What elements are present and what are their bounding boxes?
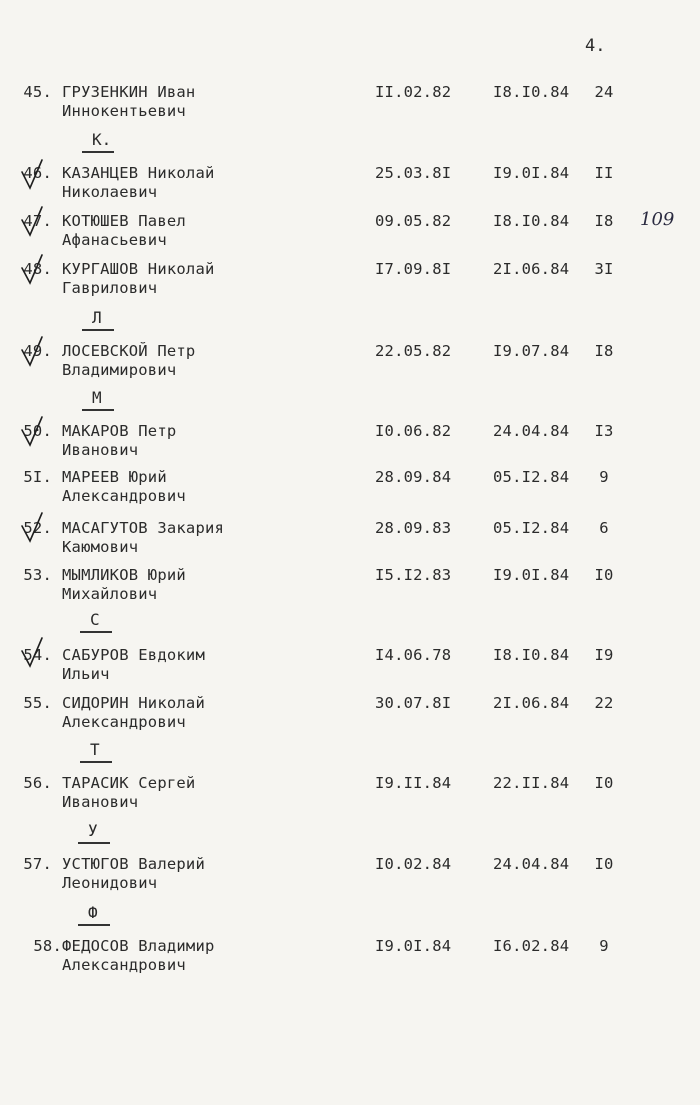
row-number: 57.: [23, 855, 52, 873]
patronymic: Каюмович: [62, 538, 139, 556]
date-end: 24.04.84: [493, 422, 570, 440]
patronymic: Ильич: [62, 665, 110, 683]
date-start: II.02.82: [375, 83, 452, 101]
surname-name: ГРУЗЕНКИН Иван: [62, 83, 196, 101]
section-letter-underline: [80, 761, 112, 763]
date-start: I7.09.8I: [375, 260, 452, 278]
date-end: I9.0I.84: [493, 566, 570, 584]
surname-name: МАКАРОВ Петр: [62, 422, 177, 440]
section-letter-underline: [82, 409, 114, 411]
date-start: I0.06.82: [375, 422, 452, 440]
count-value: II: [594, 164, 614, 182]
row-number: 48.: [23, 260, 52, 278]
date-start: 25.03.8I: [375, 164, 452, 182]
date-end: 05.I2.84: [493, 519, 570, 537]
count-value: I0: [594, 855, 614, 873]
section-letter: С: [90, 610, 100, 629]
count-value: I8: [594, 212, 614, 230]
patronymic: Николаевич: [62, 183, 158, 201]
surname-name: КОТЮШЕВ Павел: [62, 212, 186, 230]
count-value: 3I: [594, 260, 614, 278]
date-end: 2I.06.84: [493, 694, 570, 712]
count-value: 9: [599, 468, 609, 486]
patronymic: Иннокентьевич: [62, 102, 186, 120]
date-end: I9.07.84: [493, 342, 570, 360]
surname-name: УСТЮГОВ Валерий: [62, 855, 205, 873]
count-value: 9: [599, 937, 609, 955]
date-start: 22.05.82: [375, 342, 452, 360]
section-letter: Ф: [88, 903, 98, 922]
patronymic: Михайлович: [62, 585, 158, 603]
patronymic: Александрович: [62, 713, 186, 731]
date-end: I9.0I.84: [493, 164, 570, 182]
patronymic: Афанасьевич: [62, 231, 167, 249]
date-start: 09.05.82: [375, 212, 452, 230]
date-end: I6.02.84: [493, 937, 570, 955]
patronymic: Леонидович: [62, 874, 158, 892]
surname-name: ЛОСЕВСКОЙ Петр: [62, 342, 196, 360]
surname-name: МЫМЛИКОВ Юрий: [62, 566, 186, 584]
count-value: I0: [594, 774, 614, 792]
section-letter-underline: [78, 924, 110, 926]
date-start: I9.II.84: [375, 774, 452, 792]
surname-name: МАСАГУТОВ Закария: [62, 519, 225, 537]
surname-name: СИДОРИН Николай: [62, 694, 205, 712]
patronymic: Иванович: [62, 793, 139, 811]
date-end: I8.I0.84: [493, 646, 570, 664]
surname-name: МАРЕЕВ Юрий: [62, 468, 167, 486]
section-letter-underline: [80, 631, 112, 633]
row-number: 53.: [23, 566, 52, 584]
date-end: 24.04.84: [493, 855, 570, 873]
row-number: 58.: [33, 937, 62, 955]
row-number: 5I.: [23, 468, 52, 486]
section-letter: К.: [92, 130, 112, 149]
row-number: 52.: [23, 519, 52, 537]
row-number: 50.: [23, 422, 52, 440]
row-number: 54.: [23, 646, 52, 664]
patronymic: Александрович: [62, 487, 186, 505]
date-start: I4.06.78: [375, 646, 452, 664]
patronymic: Иванович: [62, 441, 139, 459]
section-letter-underline: [82, 329, 114, 331]
section-letter-underline: [78, 842, 110, 844]
date-start: I9.0I.84: [375, 937, 452, 955]
section-letter: Т: [90, 740, 100, 759]
surname-name: САБУРОВ Евдоким: [62, 646, 205, 664]
date-start: 30.07.8I: [375, 694, 452, 712]
date-end: 05.I2.84: [493, 468, 570, 486]
date-end: I8.I0.84: [493, 83, 570, 101]
date-end: I8.I0.84: [493, 212, 570, 230]
surname-name: КУРГАШОВ Николай: [62, 260, 215, 278]
date-start: I0.02.84: [375, 855, 452, 873]
date-start: 28.09.84: [375, 468, 452, 486]
count-value: 22: [594, 694, 614, 712]
date-end: 2I.06.84: [493, 260, 570, 278]
count-value: 24: [594, 83, 614, 101]
section-letter: Л: [92, 308, 102, 327]
row-number: 46.: [23, 164, 52, 182]
count-value: I9: [594, 646, 614, 664]
row-number: 47.: [23, 212, 52, 230]
section-letter: У: [88, 821, 98, 840]
row-number: 56.: [23, 774, 52, 792]
section-letter: М: [92, 388, 102, 407]
date-start: I5.I2.83: [375, 566, 452, 584]
surname-name: ТАРАСИК Сергей: [62, 774, 196, 792]
surname-name: КАЗАНЦЕВ Николай: [62, 164, 215, 182]
date-end: 22.II.84: [493, 774, 570, 792]
surname-name: ФЕДОСОВ Владимир: [62, 937, 215, 955]
count-value: I8: [594, 342, 614, 360]
handwritten-note: 109: [640, 209, 675, 230]
patronymic: Александрович: [62, 956, 186, 974]
patronymic: Гаврилович: [62, 279, 158, 297]
row-number: 55.: [23, 694, 52, 712]
date-start: 28.09.83: [375, 519, 452, 537]
row-number: 49.: [23, 342, 52, 360]
count-value: I0: [594, 566, 614, 584]
row-number: 45.: [23, 83, 52, 101]
section-letter-underline: [82, 151, 114, 153]
count-value: 6: [599, 519, 609, 537]
count-value: I3: [594, 422, 614, 440]
page-number: 4.: [585, 36, 606, 56]
patronymic: Владимирович: [62, 361, 177, 379]
